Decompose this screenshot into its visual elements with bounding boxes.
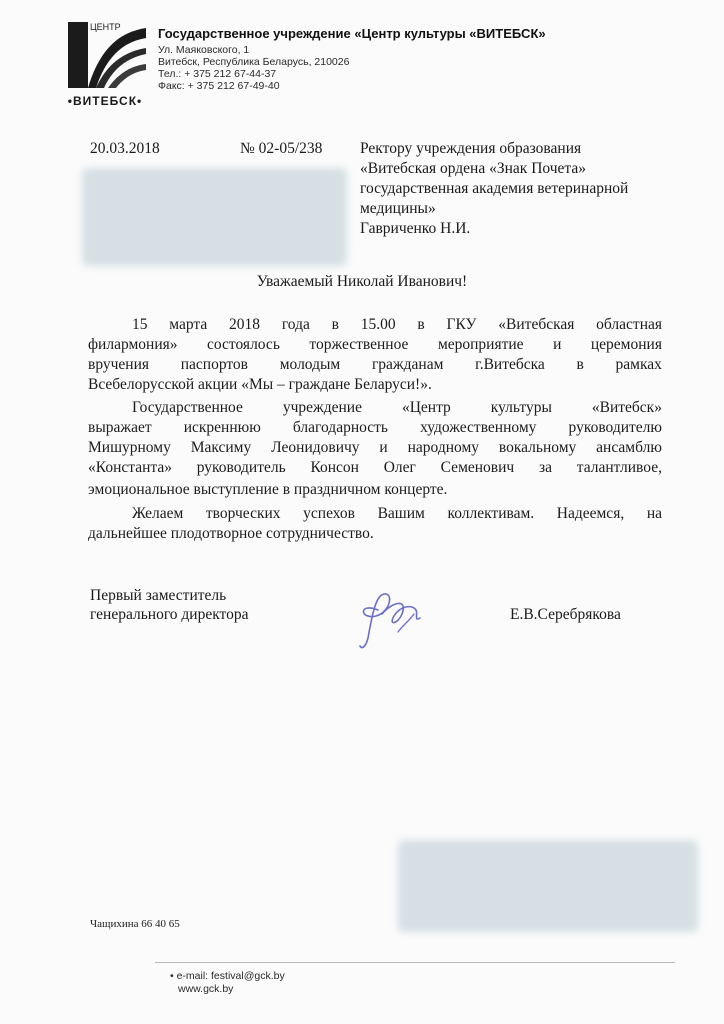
word: Государственное: [132, 399, 243, 416]
paragraph1-line: [88, 355, 662, 375]
paragraph2-line: [88, 458, 662, 478]
word: искреннюю: [183, 419, 261, 436]
word: ГКУ: [446, 316, 477, 333]
word: церемония: [590, 336, 662, 353]
word: состоялось: [207, 336, 280, 353]
word: успехов: [303, 505, 355, 522]
word: ансамблю: [596, 439, 662, 456]
word: торжественное: [309, 336, 409, 353]
signer-title-line1: Первый заместитель: [90, 587, 227, 604]
phone-number: Тел.: + 375 212 67-44-37: [158, 68, 277, 80]
word: в: [331, 316, 339, 333]
word: за: [538, 459, 552, 476]
word: гражданам: [371, 356, 444, 373]
logo-word-center: ЦЕНТР: [90, 22, 121, 32]
recipient-line: медицины»: [360, 200, 436, 217]
paragraph2-line: [88, 438, 662, 458]
word: художественному: [420, 419, 537, 436]
salutation: Уважаемый Николай Иванович!: [256, 273, 468, 290]
word: культуры: [490, 399, 552, 416]
word: Желаем: [132, 505, 184, 522]
redacted-area-stamp-bottom: [398, 840, 698, 932]
paragraph1-line: [88, 335, 662, 355]
word: Семенович: [440, 459, 515, 476]
word: талантливое,: [576, 459, 662, 476]
paragraph1-line: [132, 315, 662, 335]
word: Консон: [310, 459, 359, 476]
word: выражает: [88, 419, 152, 436]
paragraph2-line: [88, 418, 662, 438]
recipient-block: [360, 139, 628, 239]
word: Мишурному: [88, 439, 171, 456]
word: рамках: [615, 356, 662, 373]
logo-caption: •ВИТЕБСК•: [67, 94, 143, 108]
word: марта: [169, 316, 208, 333]
paragraph3-line: дальнейшее плодотворное сотрудничество.: [88, 525, 374, 542]
signer-title-line2: генерального директора: [90, 606, 249, 623]
word: и: [379, 439, 388, 456]
footer-divider: [155, 962, 675, 963]
word: творческих: [205, 505, 281, 522]
redacted-area-stamp: [82, 168, 347, 266]
executor-contact: Чащихина 66 40 65: [90, 918, 180, 930]
address-street: Ул. Маяковского, 1: [158, 44, 250, 56]
word: молодым: [279, 356, 341, 373]
word: и: [553, 336, 562, 353]
word: Надеемся,: [556, 505, 625, 522]
word: «Центр: [401, 399, 451, 416]
word: мероприятие: [437, 336, 524, 353]
word: Олег: [383, 459, 416, 476]
organization-name: Государственное учреждение «Центр культуры «ВИТЕБСК»: [158, 26, 546, 41]
word: вокальному: [498, 439, 577, 456]
word: Максиму: [190, 439, 252, 456]
word: «Витебская: [498, 316, 575, 333]
word: Вашим: [377, 505, 425, 522]
logo-emblem-icon: [60, 18, 150, 98]
word: вручения: [88, 356, 150, 373]
word: учреждение: [282, 399, 362, 416]
footer-email: • e-mail: festival@gck.by: [170, 970, 285, 982]
word: паспортов: [180, 356, 249, 373]
word: «Константа»: [88, 459, 172, 476]
word: года: [281, 316, 310, 333]
paragraph2-line: [132, 398, 662, 418]
word: г.Витебска: [475, 356, 545, 373]
word: филармония»: [88, 336, 178, 353]
word: руководитель: [196, 459, 286, 476]
letter-date: 20.03.2018: [90, 140, 160, 157]
paragraph3-line: [132, 504, 662, 524]
word: областная: [596, 316, 662, 333]
word: «Витебск»: [591, 399, 662, 416]
signer-name: Е.В.Серебрякова: [510, 606, 621, 623]
fax-number: Факс: + 375 212 67-49-40: [158, 80, 280, 92]
word: на: [646, 505, 662, 522]
word: Леонидовичу: [271, 439, 360, 456]
word: в: [417, 316, 425, 333]
word: 15.00: [360, 316, 396, 333]
recipient-line: «Витебская ордена «Знак Почета»: [360, 160, 586, 177]
word: в: [576, 356, 584, 373]
organization-logo: [60, 18, 150, 110]
recipient-line: Ректору учреждения образования: [360, 140, 582, 157]
letter-number: № 02-05/238: [240, 140, 323, 157]
word: руководителю: [568, 419, 662, 436]
recipient-line: Гавриченко Н.И.: [360, 220, 471, 237]
recipient-line: государственная академия ветеринарной: [360, 180, 629, 197]
address-city: Витебск, Республика Беларусь, 210026: [158, 56, 350, 68]
paragraph1-line: Всебелорусской акции «Мы – граждане Беларуси!».: [88, 376, 432, 393]
footer-website: www.gck.by: [178, 983, 234, 995]
handwritten-signature-icon: [338, 580, 438, 660]
word: 2018: [229, 316, 261, 333]
word: 15: [132, 316, 148, 333]
paragraph2-line: эмоциональное выступление в праздничном концерте.: [88, 481, 448, 498]
word: благодарность: [292, 419, 388, 436]
word: коллективам.: [447, 505, 535, 522]
word: народному: [407, 439, 480, 456]
